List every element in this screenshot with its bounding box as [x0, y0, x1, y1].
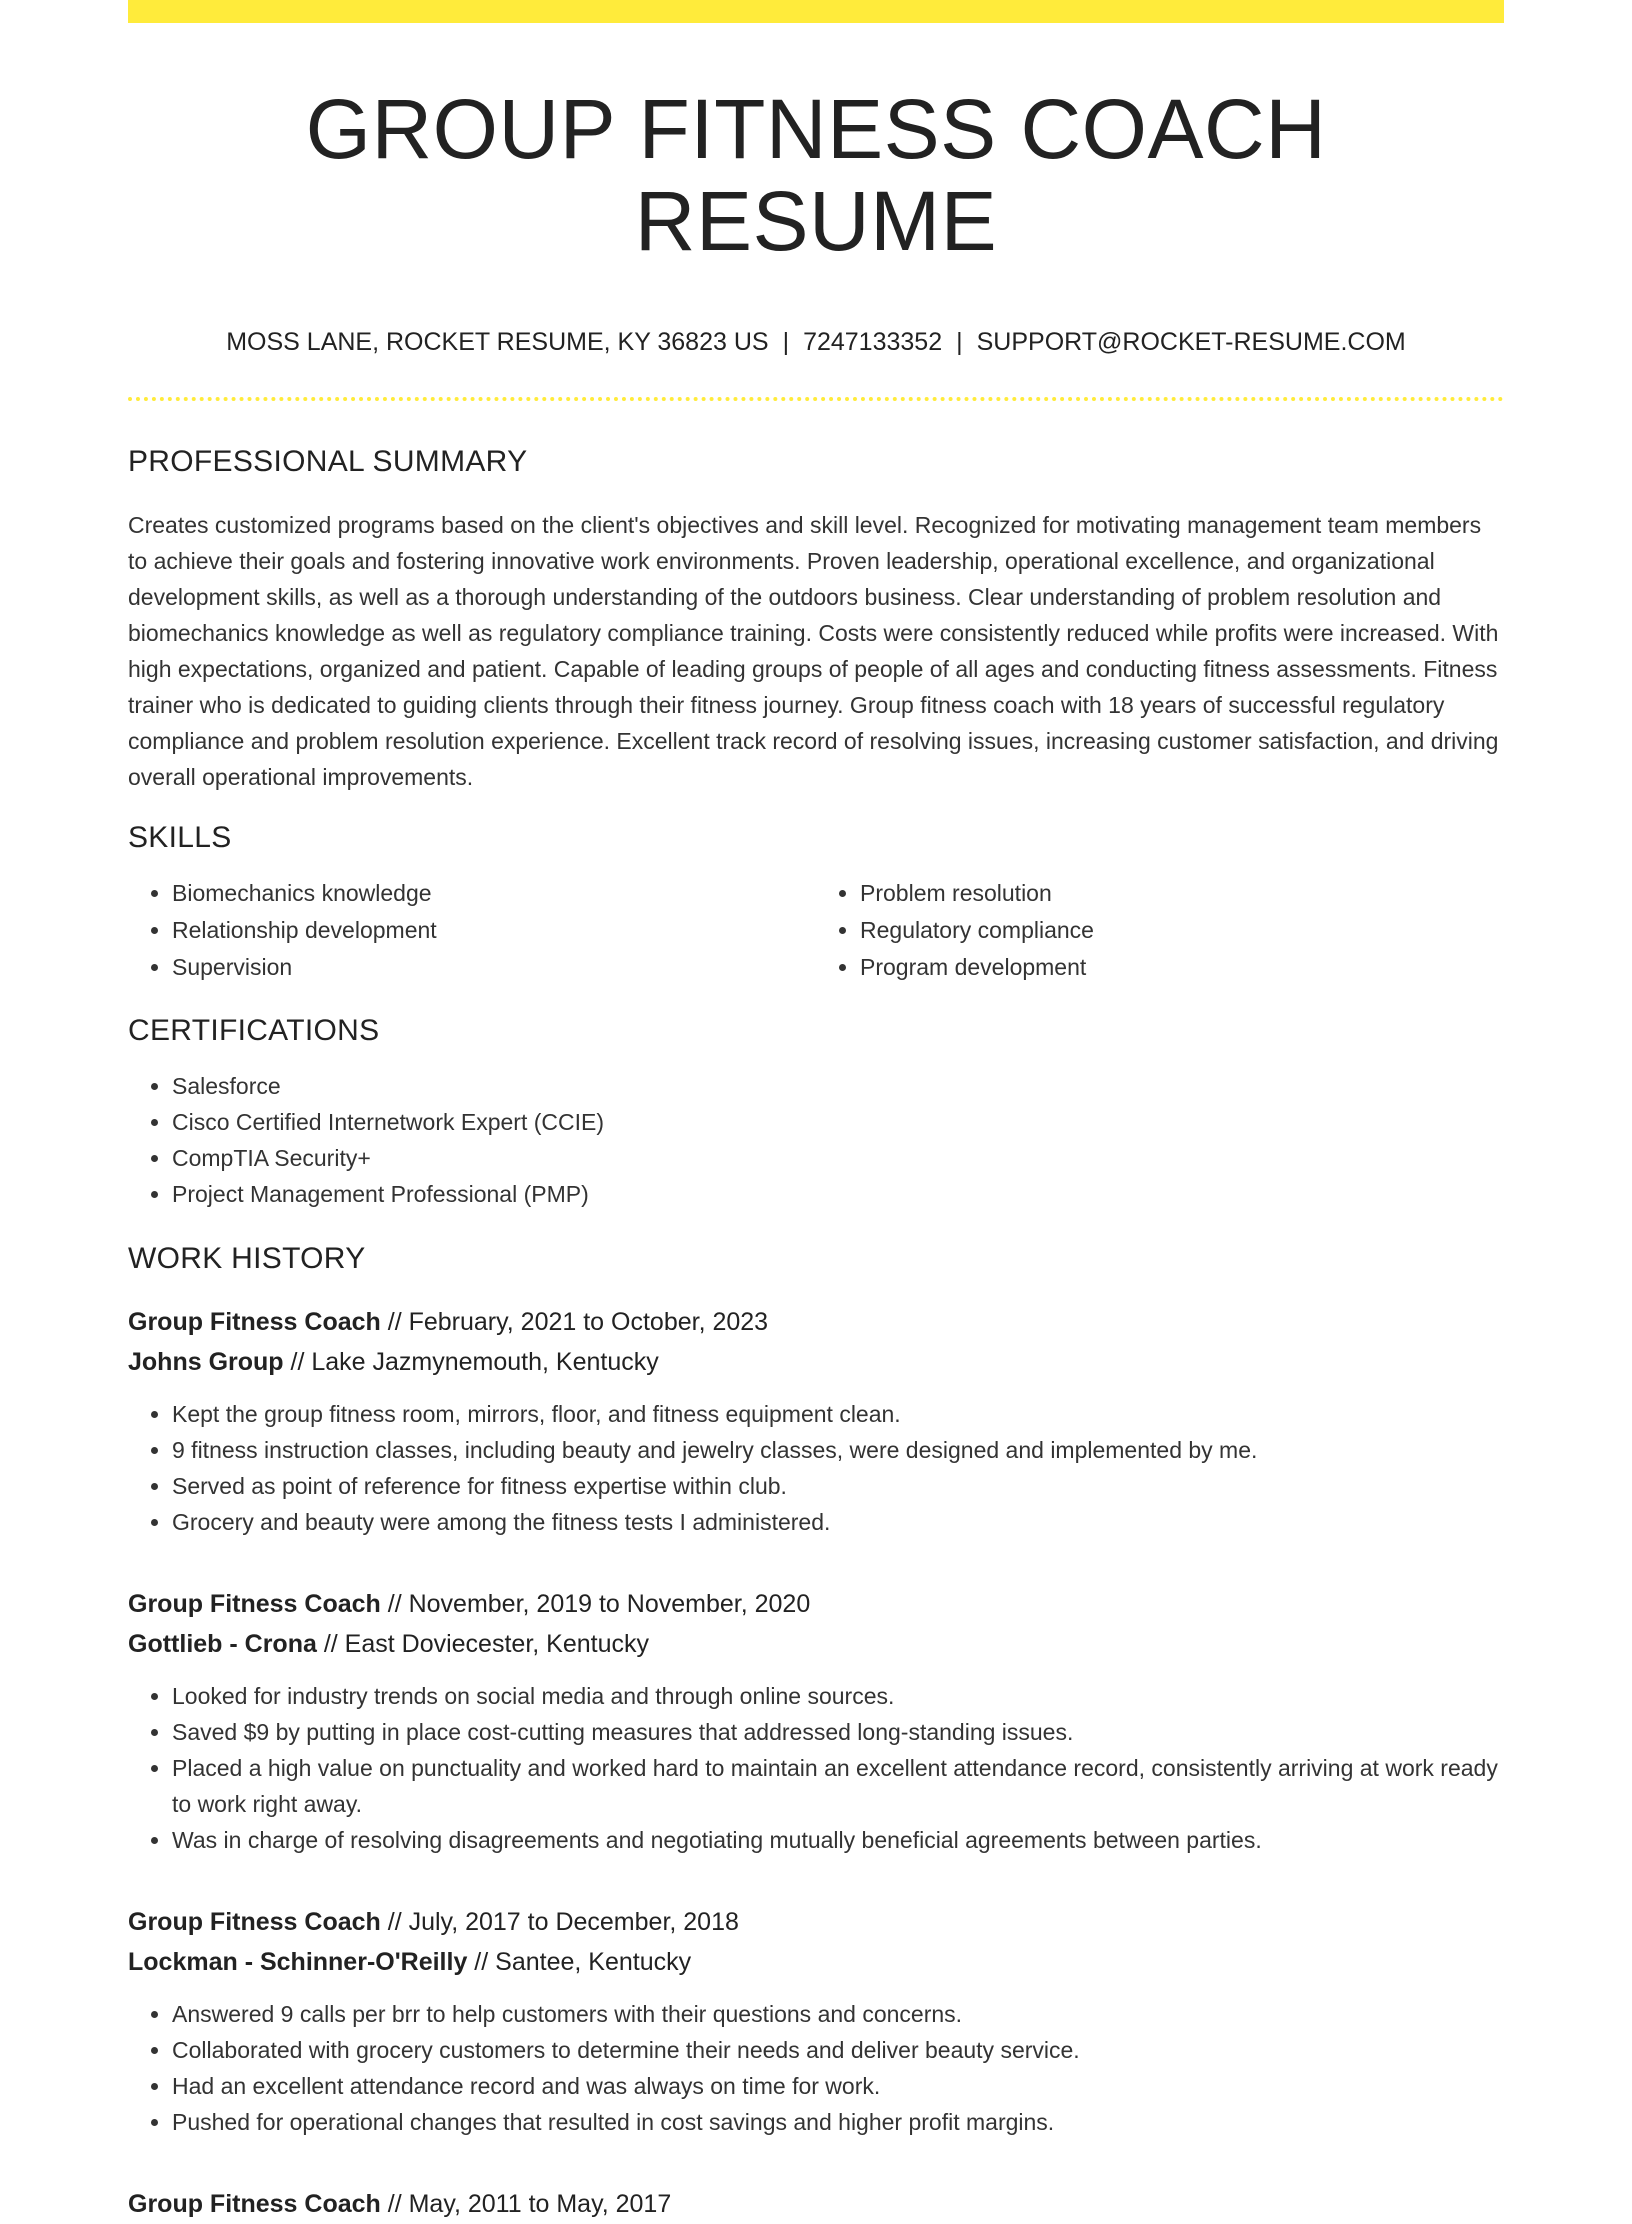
job-bullet: • Served as point of reference for fitness expertise within club. [172, 1468, 1504, 1504]
job-bullet: • Kept the group fitness room, mirrors, floor, and fitness equipment clean. [172, 1396, 1504, 1432]
job-title-line [128, 1902, 1504, 1942]
contact-address: MOSS LANE, ROCKET RESUME, KY 36823 US [226, 327, 769, 356]
job-dates: // July, 2017 to December, 2018 [380, 1907, 739, 1936]
job-company: Lockman - Schinner-O'Reilly [128, 1947, 468, 1976]
job-entry [128, 2184, 1504, 2224]
job-bullets [128, 1996, 1504, 2140]
job-entry [128, 1302, 1504, 1540]
contact-separator: | [956, 327, 963, 356]
certification-item: • Cisco Certified Internetwork Expert (CCIE) [172, 1104, 1504, 1140]
job-company-line [128, 1942, 1504, 1982]
job-company: Johns Group [128, 1347, 284, 1376]
job-entry [128, 1584, 1504, 1858]
contact-line [128, 328, 1504, 357]
certification-item: • Project Management Professional (PMP) [172, 1176, 1504, 1212]
job-dates: // November, 2019 to November, 2020 [380, 1589, 811, 1618]
skills-list [128, 875, 1504, 986]
job-role: Group Fitness Coach [128, 2189, 381, 2218]
contact-separator: | [782, 327, 790, 356]
job-dates: // February, 2021 to October, 2023 [380, 1307, 769, 1336]
certification-item: • Salesforce [172, 1068, 1504, 1104]
job-bullet: • Grocery and beauty were among the fitness tests I administered. [172, 1504, 1504, 1540]
skill-item: • Problem resolution [860, 875, 1504, 912]
job-bullet: • Had an excellent attendance record and was always on time for work. [172, 2068, 1504, 2104]
job-location: // Lake Jazmynemouth, Kentucky [283, 1347, 659, 1376]
job-dates: // May, 2011 to May, 2017 [380, 2189, 672, 2218]
job-bullets [128, 1396, 1504, 1540]
job-company-line [128, 1342, 1504, 1382]
contact-phone: 7247133352 [803, 327, 943, 356]
job-bullets [128, 1678, 1504, 1858]
job-location: // Santee, Kentucky [467, 1947, 692, 1976]
job-company: Gottlieb - Crona [128, 1629, 317, 1658]
skill-item: • Supervision [172, 949, 816, 986]
job-title-line [128, 1584, 1504, 1624]
skill-item: • Biomechanics knowledge [172, 875, 816, 912]
skills-column-left [128, 875, 816, 986]
certifications-list [128, 1068, 1504, 1212]
job-role: Group Fitness Coach [128, 1307, 381, 1336]
resume-title: GROUP FITNESS COACH RESUME [305, 82, 1327, 269]
job-bullet: • Answered 9 calls per brr to help customers with their questions and concerns. [172, 1996, 1504, 2032]
skill-item: • Regulatory compliance [860, 912, 1504, 949]
summary-text: Creates customized programs based on the client's objectives and skill level. Recognized for motivating management team members to achieve their goals and fostering innovative work environments. Proven leadership, operational excellence, and organizational development skills, as well as a thorough understanding of the outdoors business. Clear understanding of problem resolution and biomechanics knowledge as well as regulatory compliance training. Costs were consistently reduced while profits were increased. With high expectations, organized and patient. Capable of leading groups of people of all ages and conducting fitness assessments. Fitness trainer who is dedicated to guiding clients through their fitness journey. Group fitness coach with 18 years of successful regulatory compliance and problem resolution experience. Excellent track record of resolving issues, increasing customer satisfaction, and driving overall operational improvements. [128, 511, 1499, 790]
certification-item: • CompTIA Security+ [172, 1140, 1504, 1176]
dotted-divider [128, 397, 1504, 401]
job-company-line [128, 1624, 1504, 1664]
contact-email: SUPPORT@ROCKET-RESUME.COM [976, 327, 1406, 356]
job-bullet: • Was in charge of resolving disagreements and negotiating mutually beneficial agreements between parties. [172, 1822, 1504, 1858]
job-bullet: • Looked for industry trends on social media and through online sources. [172, 1678, 1504, 1714]
skills-column-right [816, 875, 1504, 986]
job-location: // East Doviecester, Kentucky [316, 1629, 649, 1658]
accent-bar [128, 0, 1504, 23]
certifications-heading: CERTIFICATIONS [128, 1013, 380, 1047]
resume-page [128, 0, 1504, 2224]
work-history-heading: WORK HISTORY [128, 1241, 366, 1275]
job-bullet: • Collaborated with grocery customers to determine their needs and deliver beauty service. [172, 2032, 1504, 2068]
job-role: Group Fitness Coach [128, 1589, 381, 1618]
job-entry [128, 1902, 1504, 2140]
skill-item: • Program development [860, 949, 1504, 986]
job-title-line [128, 1302, 1504, 1342]
job-bullet: • Saved $9 by putting in place cost-cutting measures that addressed long-standing issues. [172, 1714, 1504, 1750]
job-role: Group Fitness Coach [128, 1907, 381, 1936]
job-bullet: • Pushed for operational changes that resulted in cost savings and higher profit margins. [172, 2104, 1504, 2140]
job-title-line [128, 2184, 1504, 2224]
job-bullet: • 9 fitness instruction classes, including beauty and jewelry classes, were designed and implemented by me. [172, 1432, 1504, 1468]
summary-heading: PROFESSIONAL SUMMARY [128, 444, 528, 478]
skill-item: • Relationship development [172, 912, 816, 949]
job-bullet: • Placed a high value on punctuality and worked hard to maintain an excellent attendance record, consistently arriving at work ready to work right away. [172, 1750, 1504, 1822]
skills-heading: SKILLS [128, 820, 232, 854]
